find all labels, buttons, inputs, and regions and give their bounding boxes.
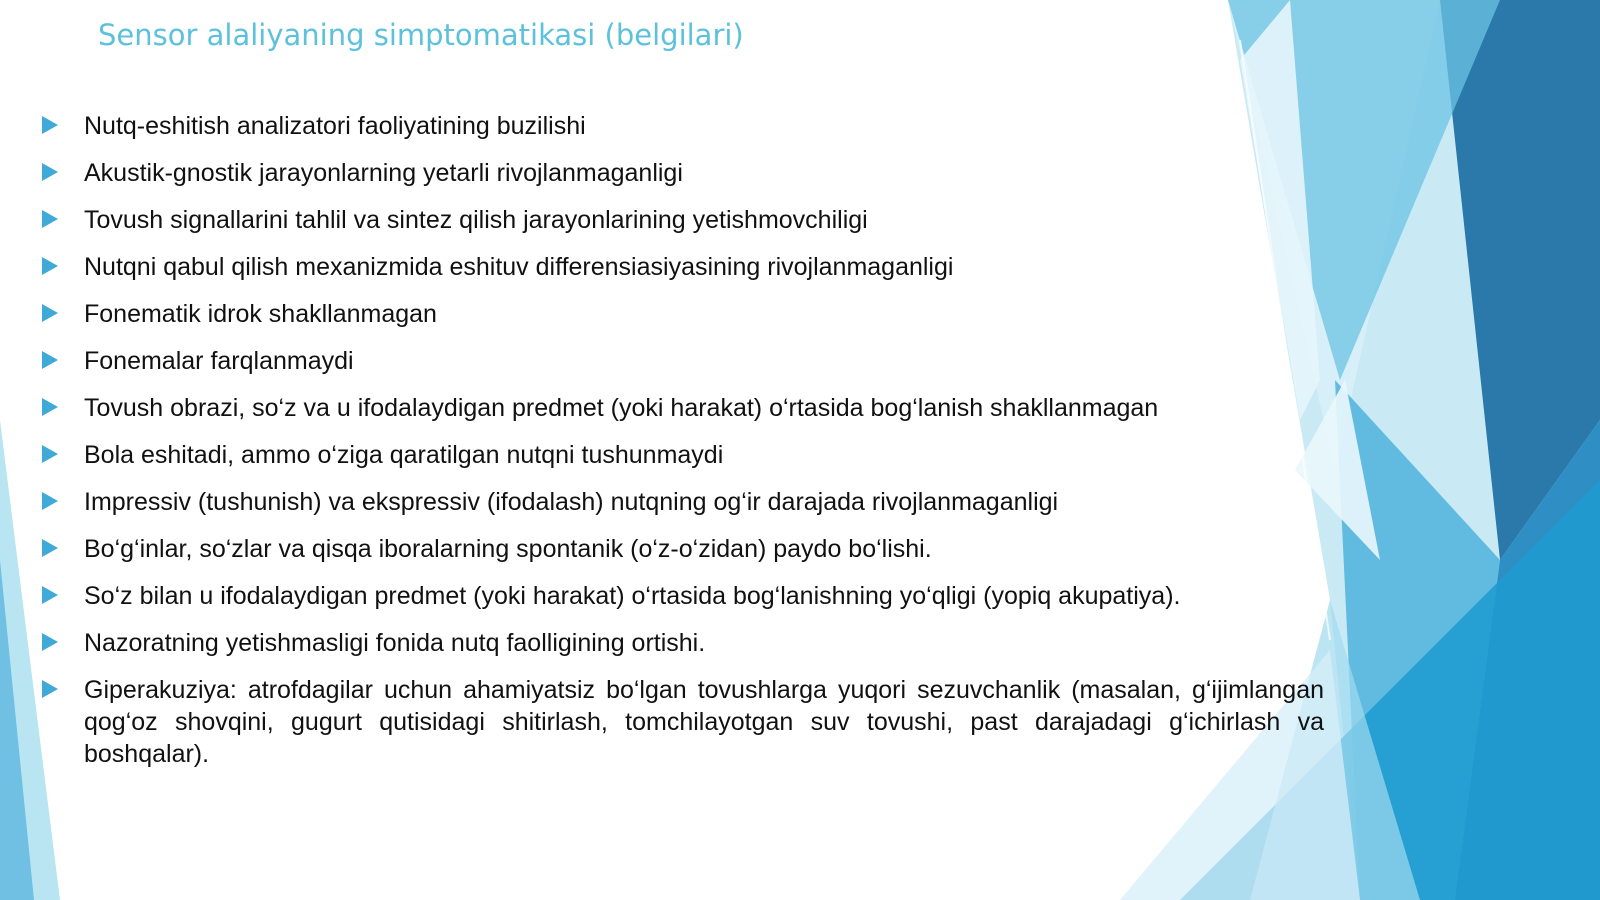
list-item	[40, 674, 1324, 770]
list-item	[40, 157, 1324, 189]
bullet-text: Giperakuziya: atrofdagilar uchun ahamiyatsiz bo‘lgan tovushlarga yuqori sezuvchanlik (masalan, g‘ijimlangan qog‘oz shovqini, gugurt qutisidagi shitirlash, tomchilayotgan suv tovushi, past darajadagi g‘ichirlash va boshqalar).	[84, 676, 1324, 768]
triangle-right-icon	[42, 398, 58, 416]
bullet-list	[40, 110, 1324, 785]
bullet-text: Nazoratning yetishmasligi fonida nutq faolligining ortishi.	[84, 629, 706, 657]
bullet-text: Bola eshitadi, ammo o‘ziga qaratilgan nutqni tushunmaydi	[84, 441, 724, 469]
triangle-right-icon	[42, 492, 58, 510]
bullet-text: Tovush obrazi, so‘z va u ifodalaydigan predmet (yoki harakat) o‘rtasida bog‘lanish shakllanmagan	[84, 394, 1159, 422]
bullet-text: So‘z bilan u ifodalaydigan predmet (yoki harakat) o‘rtasida bog‘lanishning yo‘qligi (yopiq akupatiya).	[84, 582, 1181, 610]
triangle-right-icon	[42, 586, 58, 604]
list-item	[40, 251, 1324, 283]
list-item	[40, 204, 1324, 236]
bullet-text: Tovush signallarini tahlil va sintez qilish jarayonlarining yetishmovchiligi	[84, 206, 868, 234]
list-item	[40, 298, 1324, 330]
list-item	[40, 486, 1324, 518]
triangle-right-icon	[42, 680, 58, 698]
triangle-right-icon	[42, 539, 58, 557]
list-item	[40, 533, 1324, 565]
list-item	[40, 110, 1324, 142]
bullet-text: Nutq-eshitish analizatori faoliyatining buzilishi	[84, 112, 586, 140]
triangle-right-icon	[42, 257, 58, 275]
bullet-text: Impressiv (tushunish) va ekspressiv (ifodalash) nutqning og‘ir darajada rivojlanmaganligi	[84, 488, 1059, 516]
triangle-right-icon	[42, 304, 58, 322]
list-item	[40, 580, 1324, 612]
bullet-text: Bo‘g‘inlar, so‘zlar va qisqa iboralarning spontanik (o‘z-o‘zidan) paydo bo‘lishi.	[84, 535, 932, 563]
bullet-text: Fonemalar farqlanmaydi	[84, 347, 354, 375]
slide-title: Sensor alaliyaning simptomatikasi (belgilari)	[98, 18, 744, 52]
triangle-right-icon	[42, 351, 58, 369]
triangle-right-icon	[42, 163, 58, 181]
triangle-right-icon	[42, 116, 58, 134]
list-item	[40, 627, 1324, 659]
list-item	[40, 439, 1324, 471]
bullet-text: Nutqni qabul qilish mexanizmida eshituv differensiasiyasining rivojlanmaganligi	[84, 253, 954, 281]
triangle-right-icon	[42, 633, 58, 651]
triangle-right-icon	[42, 445, 58, 463]
triangle-right-icon	[42, 210, 58, 228]
list-item	[40, 392, 1324, 424]
list-item	[40, 345, 1324, 377]
bullet-text: Akustik-gnostik jarayonlarning yetarli rivojlanmaganligi	[84, 159, 683, 187]
bullet-text: Fonematik idrok shakllanmagan	[84, 300, 437, 328]
